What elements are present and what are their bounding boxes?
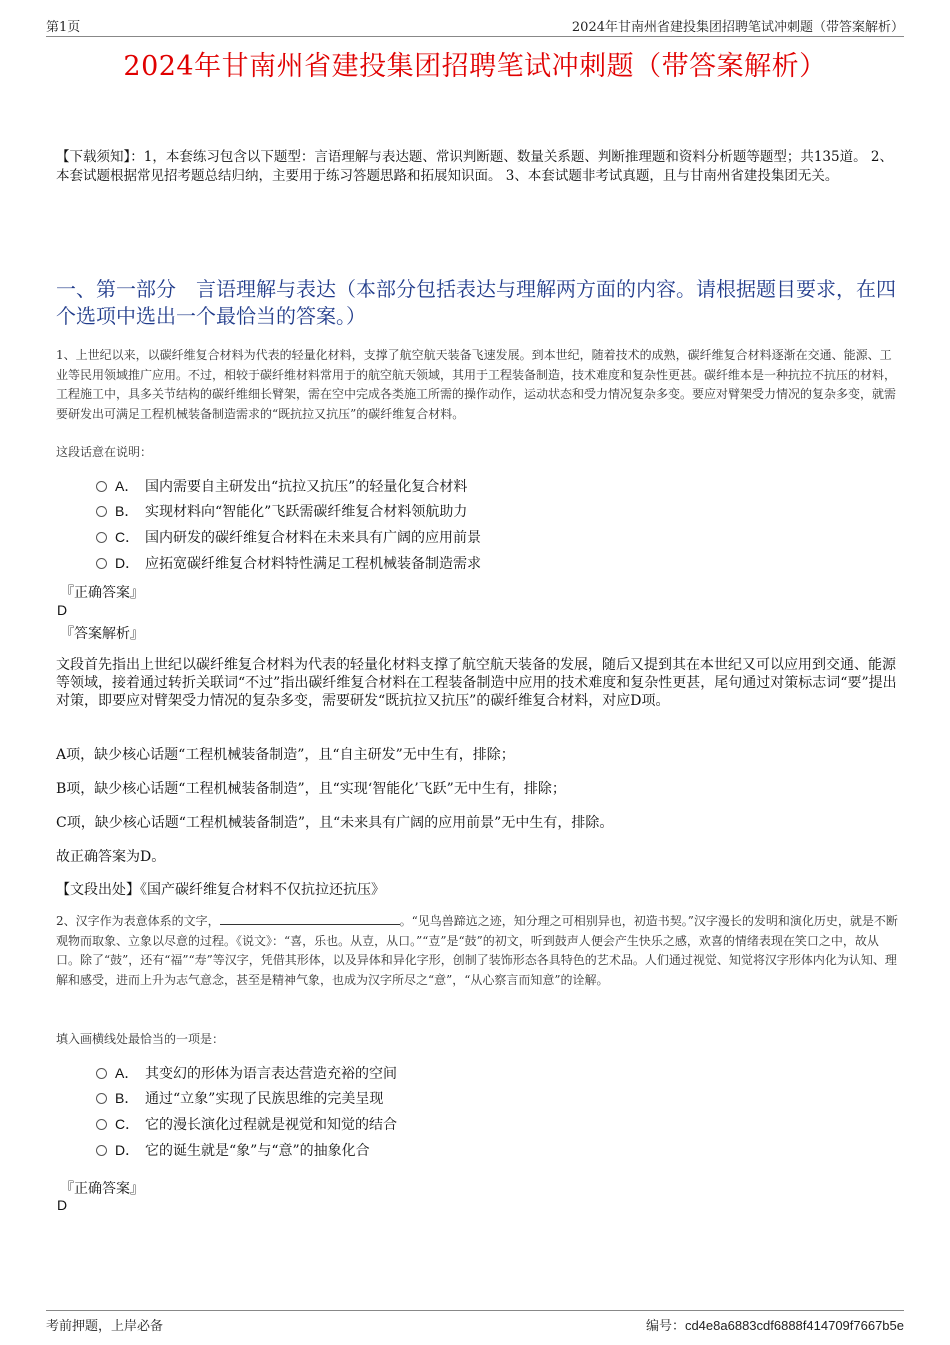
radio-icon[interactable] (96, 506, 107, 517)
radio-icon[interactable] (96, 1119, 107, 1130)
answer-label: 『正确答案』 (60, 585, 144, 601)
analysis-conclusion: 故正确答案为D。 (56, 849, 166, 865)
page-header (46, 14, 904, 37)
analysis-option-b: B项，缺少核心话题“工程机械装备制造”，且“实现‘智能化’飞跃”无中生有，排除； (56, 781, 566, 797)
analysis-option-a: A项，缺少核心话题“工程机械装备制造”，且“自主研发”无中生有，排除； (56, 747, 515, 763)
fill-blank (220, 912, 400, 925)
question-1-option-b[interactable]: B． 实现材料向“智能化”飞跃需碳纤维复合材料领航助力 (96, 501, 467, 521)
analysis-option-c: C项，缺少核心话题“工程机械装备制造”，且“未来具有广阔的应用前景”无中生有，排除。 (56, 815, 614, 831)
radio-icon[interactable] (96, 532, 107, 543)
question-2-option-a[interactable]: A． 其变幻的形体为语言表达营造充裕的空间 (96, 1063, 397, 1083)
question-1-text: 1、上世纪以来，以碳纤维复合材料为代表的轻量化材料，支撑了航空航天装备飞速发展。到本世纪，随着技术的成熟，碳纤维复合材料逐渐在交通、能源、工业等民用领域推广应用。不过，相较于碳纤维材料常用于的航空航天领域，其用于工程装备制造，技术难度和复杂性更甚。碳纤维本是一种抗拉不抗压的材料，工程施工中，具多关节结构的碳纤维细长臂架，需在空中完成各类施工所需的操作动作，运动状态和受力情况复杂多变。要应对臂架受力情况的复杂多变，就需要研发出可满足工程机械装备制造需求的“既抗拉又抗压”的碳纤维复合材料。 (56, 348, 897, 421)
radio-icon[interactable] (96, 1068, 107, 1079)
section-heading: 一、第一部分 言语理解与表达（本部分包括表达与理解两方面的内容。请根据题目要求，在四个选项中选出一个最恰当的答案。） (56, 277, 896, 328)
radio-icon[interactable] (96, 1145, 107, 1156)
page-title: 2024年甘南州省建投集团招聘笔试冲刺题（带答案解析） (123, 51, 827, 82)
page-footer (46, 1310, 904, 1333)
radio-icon[interactable] (96, 1093, 107, 1104)
analysis-label: 『答案解析』 (60, 626, 144, 642)
answer-value: D (57, 1197, 68, 1213)
radio-icon[interactable] (96, 481, 107, 492)
question-2-prompt: 填入画横线处最恰当的一项是： (56, 1032, 225, 1046)
footer-slogan: 考前押题，上岸必备 (46, 1319, 164, 1334)
question-1-prompt: 这段话意在说明： (56, 445, 153, 459)
radio-icon[interactable] (96, 558, 107, 569)
question-2-text: 2、汉字作为表意体系的文字， 。“见鸟兽蹄迒之迹，知分理之可相别异也，初造书契。”汉字漫长的发明和演化历史，就是不断观物而取象、立象以尽意的过程。《说文》：“喜，乐也。从壴，从口。”“壴”是“鼓”的初文，听到鼓声人便会产生快乐之感，欢喜的情绪表现在笑口之中，故从口。除了“鼓”，还有“福”“寿”等汉字，凭借其形体，以及异体和异化字形，创制了装饰形态各具特色的艺术品。人们通过视觉、知觉将汉字形体内化为认知、理解和感受，进而上升为志气意念，甚至是精神气象，也成为汉字所尽之“意”，“从心察言而知意”的诠解。 (56, 914, 898, 987)
question-1-option-c[interactable]: C． 国内研发的碳纤维复合材料在未来具有广阔的应用前景 (96, 527, 481, 547)
download-notice: 【下载须知】：1，本套练习包含以下题型：言语理解与表达题、常识判断题、数量关系题、判断推理题和资料分析题等题型；共135道。 2、本套试题根据常见招考题总结归纳，主要用于练习答题思路和拓展知识面。 3、本套试题非考试真题，且与甘南州省建投集团无关。 (56, 149, 893, 184)
question-2-option-b[interactable]: B． 通过“立象”实现了民族思维的完美呈现 (96, 1088, 383, 1108)
page-number: 第1页 (46, 20, 81, 35)
answer-value: D (57, 602, 68, 618)
analysis-text: 文段首先指出上世纪以碳纤维复合材料为代表的轻量化材料支撑了航空航天装备的发展，随后又提到其在本世纪又可以应用到交通、能源等领域，接着通过转折关联词“不过”指出碳纤维复合材料在工程装备制造中应用的技术难度和复杂性更甚，尾句通过对策标志词“要”提出对策，即要应对臂架受力情况的复杂多变，需要研发“既抗拉又抗压”的碳纤维复合材料，对应D项。 (56, 657, 897, 709)
footer-code: 编号：cd4e8a6883cdf6888f414709f7667b5e (645, 1318, 904, 1334)
answer-label: 『正确答案』 (60, 1181, 144, 1197)
header-doc-title: 2024年甘南州省建投集团招聘笔试冲刺题（带答案解析） (571, 20, 904, 35)
question-1-option-a[interactable]: A． 国内需要自主研发出“抗拉又抗压”的轻量化复合材料 (96, 476, 467, 496)
question-1-option-d[interactable]: D． 应拓宽碳纤维复合材料特性满足工程机械装备制造需求 (96, 553, 481, 573)
question-2-option-c[interactable]: C． 它的漫长演化过程就是视觉和知觉的结合 (96, 1114, 397, 1134)
question-2-option-d[interactable]: D． 它的诞生就是“象”与“意”的抽象化合 (96, 1140, 370, 1160)
text-source: 【文段出处】《国产碳纤维复合材料不仅抗拉还抗压》 (56, 882, 385, 898)
